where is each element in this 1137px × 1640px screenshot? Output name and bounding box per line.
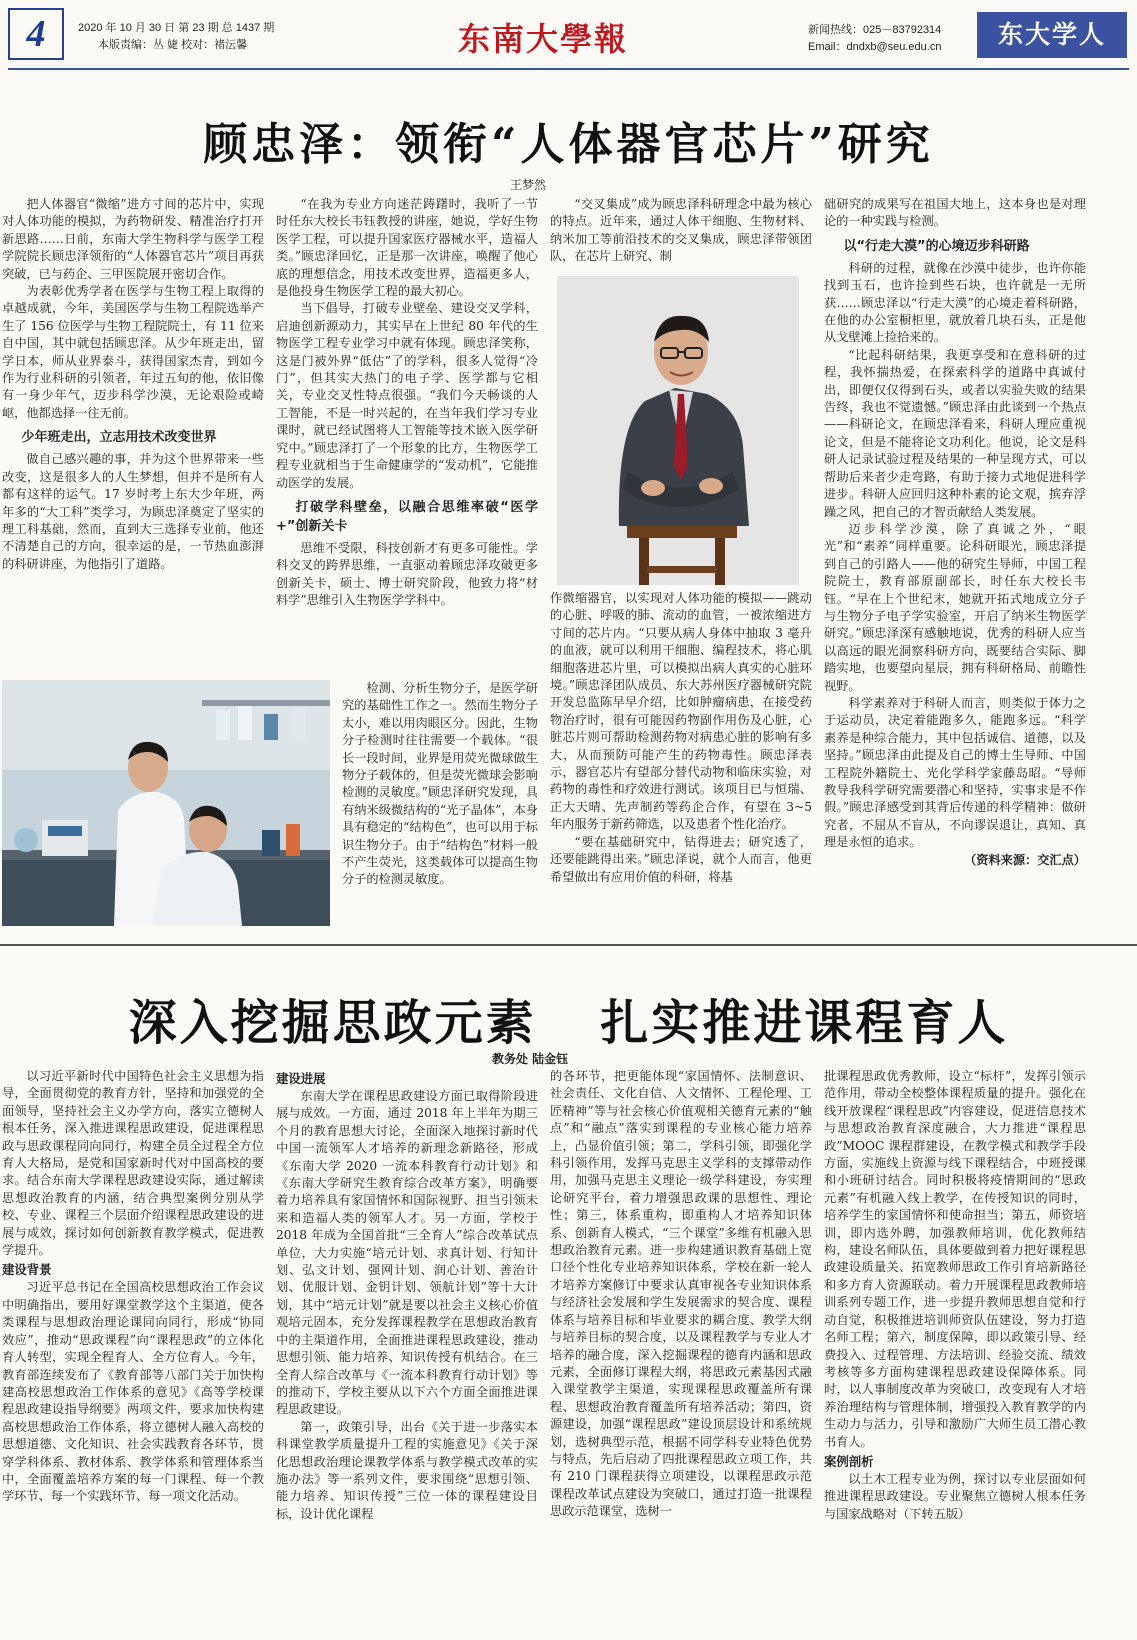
source-note: （资料来源：交汇点） [964, 852, 1086, 867]
paragraph: 础研究的成果写在祖国大地上，这本身也是对理论的一种实践与检测。 [824, 197, 1086, 229]
article2-column-1 [2, 1068, 264, 1638]
article1-column-4 [824, 196, 1086, 934]
article2-title-right: 扎实推进课程育人 [600, 995, 1009, 1051]
paragraph: 第一，政策引导，出台《关于进一步落实本科课堂教学质量提升工程的实施意见》《关于深化思想政治理论课教学体系与教学模式改革的实施办法》等一系列文件，要求围绕“思想引领、能力培养、知识传授”三位一体的课程建设目标，设计优化课程 [276, 1419, 538, 1521]
editor-line: 本版责编：丛 婕 校对：褚沄馨 [98, 39, 248, 51]
subheading: 打破学科壁垒，以融合思维率破“医学+”创新关卡 [276, 499, 538, 534]
portrait-illustration [557, 276, 799, 585]
paragraph: 批课程思政优秀教师，设立“标杆”，发挥引领示范作用，带动全校整体课程质量的提升。强化在线开放课程“课程思政”内容建设，促进信息技术与思想政治教育深度融合，大力推进“课程思政”MOOC 课程群建设，在教学模式和教学手段方面，实施线上资源与线下课程结合，中班授课和小班研讨结合。同时积极将疫情期间的“思政元素”有机融入线上教学，在传授知识的同时，培养学生的家国情怀和使命担当；第五，师资培训，即内选外聘，加强教师培训，优化教师结构，建设名师队伍，具体要做到着力把好课程思政建设质量关、拓宽教师思政工作引育培新路径和多方育人资源联动。着力开展课程思政教师培训系列专题工作，进一步提升教师思想自觉和行动自觉，积极推进培训师资队伍建设，努力打造名师工程；第六，制度保障，即以政策引导、经费投入、过程管理、方法培训、经验交流、绩效考核等多方面构建课程思政建设保障体系。同时，以人事制度改革为突破口，改变现有人才培养治理结构与管理体制，增强投入教育教学的内生动力与活力，引导和激励广大师生员工潜心教书育人。 [824, 1069, 1086, 1449]
email-address: Email：dndxb@seu.edu.cn [808, 41, 942, 53]
article2-column-4 [824, 1068, 1086, 1638]
article1-title: 顾忠泽：领衔“人体器官芯片”研究 [203, 119, 934, 170]
paragraph: 作微缩器官，以实现对人体功能的模拟——跳动的心脏、呼吸的肺、流动的血管，一被浓缩进方寸间的芯片内。“只要从病人身体中抽取 3 毫升的血液，就可以利用干细胞、编程技术，将心肌细胞落进芯片里，可以模拟出病人真实的心脏环境。”顾忠泽团队成员、东大苏州医疗器械研究院开发总监陈早早介绍，比如肿瘤病患，在接受药物治疗时，很有可能因药物副作用伤及心脏，心脏芯片则可帮助检测药物对病患心脏的影响有多大，从而预防可能产生的药物毒性。顾忠泽表示，器官芯片有望部分替代动物和临床实验，对药物的毒性和疗效进行测试。该项目已与恒瑞、正大天晴、先声制药等药企合作，有望在 3~5 年内服务于新药筛选，以及患者个性化治疗。 [550, 591, 812, 832]
paragraph: 把人体器官“微缩”进方寸间的芯片中，实现对人体功能的模拟，为药物研发、精准治疗打开新思路……日前，东南大学生物科学与医学工程学院院长顾忠泽领衔的“人体器官芯片”项目再获突破，已与药企、三甲医院展开密切合作。 [2, 197, 264, 281]
paragraph: 检测、分析生物分子，是医学研究的基础性工作之一。然而生物分子太小，难以用肉眼区分。因此，生物分子检测时往往需要一个载体。“很长一段时间，业界是用荧光微球做生物分子载体的，但是荧光微球会影响检测的灵敏度。”顾忠泽研究发现，具有纳米级微结构的“光子晶体”，本身具有稳定的“结构色”，也可以用于标识生物分子。由于“结构色”材料一般不产生荧光，这类载体可以提高生物分子的检测灵敏度。 [342, 681, 538, 887]
article2-column-2 [276, 1068, 538, 1638]
subheading: 少年班走出，立志用技术改变世界 [21, 430, 217, 446]
lab-illustration [2, 680, 330, 926]
article-divider [0, 944, 1137, 946]
article2-title [0, 984, 1137, 1053]
newspaper-logo: 东南大學報 [458, 20, 629, 58]
article1-column-3-bottom [550, 590, 812, 928]
paragraph: 为表彰优秀学者在医学与生物工程上取得的卓越成就，今年，美国医学与生物工程院选举产生了 156 位医学与生物工程院院士，有 11 位来自中国，其中就包括顾忠泽。从少年班走出，留学日本，师从业界泰斗，获得国家杰青，到如今作为行业科研的引领者，年过五旬的他，依旧像有一身少年气，迈步科学沙漠，无论艰险或崎岖，他都选择一往无前。 [2, 284, 264, 420]
contact-info [808, 22, 941, 56]
article1-column-3-top [550, 196, 812, 272]
paragraph: 迈步科学沙漠，除了真诚之外，“眼光”和“素养”同样重要。论科研眼光，顾忠泽提到自己的引路人——他的研究生导师，中国工程院院士，教育部原副部长，时任东大校长韦钰。“早在上个世纪末，她就开拓式地成立分子与生物分子电子学实验室，开启了纳米生物医学研究。”顾忠泽深有感触地说，优秀的科研人应当以高远的眼光洞察科研方向，既要结合实际、脚踏实地，也要望向星辰，拥有科研格局、前瞻性视野。 [824, 521, 1086, 693]
paragraph: 以习近平新时代中国特色社会主义思想为指导，全面贯彻党的教育方针，坚持和加强党的全面领导，坚持社会主义办学方向，落实立德树人根本任务，深入推进课程思政建设，促进课程思政与思政课程同向同行，构建全员全过程全方位育人大格局，是党和国家新时代对中国高校的要求。结合东南大学课程思政建设实际，通过解读思想政治教育的内涵，结合典型案例分别从学校、专业、课程三个层面介绍课程思政建设的进展与成效，探讨如何创新教育教学模式，促进教学提升。 [2, 1069, 264, 1258]
paragraph: 科研的过程，就像在沙漠中徒步，也许你能找到玉石，也许捡到些石块，也许就是一无所获……顾忠泽以“行走大漠”的心境走着科研路，在他的办公室橱柜里，就放着几块石头，正是他从戈壁滩上捡拾来的。 [824, 260, 1086, 345]
paragraph: 的各环节，把更能体现“家国情怀、法制意识、社会责任、文化自信、人文情怀、工程伦理、工匠精神”等与社会核心价值观相关德育元素的“触点”和“融点”落实到课程的专业核心能力培养上，凸显价值引领；第二，学科引领，即强化学科引领作用，发挥马克思主义学科的支撑带动作用，加强马克思主义理论一级学科建设，夯实理论研究平台，着力增强思政课的思想性、理论性；第三，体系重构，即重构人才培养知识体系、创新育人模式，“三个课堂”多维有机融入思想政治教育元素。进一步构建通识教育基础上宽口径个性化专业培养知识体系，学校在新一轮人才培养方案修订中要求认真审视各专业知识体系与经济社会发展和学生发展需求的契合度、课程体系与培养目标和毕业要求的耦合度、教学大纲与培养目标的契合度，以及课程教学与专业人才培养的融合度，深入挖掘课程的德育内涵和思政元素，全面修订课程大纲，将思政元素基因式融入课堂教学主渠道，实现课程思政覆盖所有课程、思想政治教育覆盖所有培养活动；第四，资源建设，加强“课程思政”建设顶层设计和系统规划，选树典型示范，根据不同学科专业特色优势与特点，先后启动了四批课程思政立项工作，共有 210 门课程获得立项建设，以课程思政示范课程改革试点建设为突破口，通过打造一批课程思政示范课堂，选树一 [550, 1069, 812, 1519]
paragraph: 思维不受限，科技创新才有更多可能性。学科交叉的跨界思维，一直驱动着顾忠泽攻破更多创新关卡，硕士、博士研究阶段，他致力将“材料学”思维引入生物医学学科中。 [276, 540, 538, 608]
article1-column-2-wrap [342, 680, 538, 926]
portrait-photo [557, 276, 799, 585]
subheading: 建设背景 [2, 1262, 52, 1278]
paragraph: “在我为专业方向迷茫踌躇时，我听了一节时任东大校长韦钰教授的讲座，她说，学好生物医学工程，可以提升国家医疗器械水平，造福人类。”顾忠泽回忆，正是那一次讲座，唤醒了他心底的理想信念，用技术改变世界，造福更多人，是他投身生物医学工程的最大初心。 [276, 197, 538, 299]
paragraph: “要在基础研究中，钻得进去；研究透了，还要能跳得出来。”顾忠泽说，就个人而言，他更希望做出有应用价值的科研，将基 [550, 834, 812, 884]
article2-author: 教务处 陆金钰 [492, 1052, 569, 1066]
paragraph: 习近平总书记在全国高校思想政治工作会议中明确指出，要用好课堂教学这个主渠道，使各类课程与思想政治理论课同向同行，形成“协同效应”，推动“思政课程”向“课程思政”的立体化育人转型，实现全程育人、全方位育人。今年，教育部连续发布了《教育部等八部门关于加快构建高校思想政治工作体系的意见》《高等学校课程思政建设指导纲要》两项文件，要求加快构建高校思想政治工作体系，将立德树人融入高校的思想道德、文化知识、社会实践教育各环节，贯穿学科体系、教材体系、教学体系和管理体系当中，全面覆盖培养方案的每一门课程、每一个教学环节、每一个实践环节、每一项文化活动。 [2, 1280, 264, 1504]
article1-column-2 [276, 196, 538, 668]
subheading: 案例剖析 [824, 1453, 874, 1469]
publication-info [78, 20, 274, 54]
paragraph: 当下倡导，打破专业壁垒、建设交叉学科，启迪创新源动力，其实早在上世纪 80 年代的生物医学工程专业学习中就有体现。顾忠泽笑称，这是门被外界“低估”了的学科，很多人觉得“冷门”，但其实大热门的电子学、医学都与它相关，专业交叉性特点很强。“我们今天畅谈的人工智能，不是一时兴起的，在当年我们学习专业课时，就已经试图将人工智能等技术嵌入医学研究中。”顾忠泽打了一个形象的比方，生物医学工程专业就相当于生命健康学的“发动机”，它能推动医学的发展。 [276, 301, 538, 490]
issue-line: 2020 年 10 月 30 日 第 23 期 总 1437 期 [78, 22, 275, 34]
paragraph: “比起科研结果，我更享受和在意科研的过程，我怀揣热爱，在探索科学的道路中真诚付出，即便仅仅得到石头，或者以实验失败的结果告终，我也不觉遗憾。”顾忠泽由此谈到一个热点——科研论文，在顾忠泽看来，科研人理应重视论文，但是不能将论文功利化。他说，论文是科研人记录试验过程及结果的一种呈现方式，可以帮助后来者少走弯路，有助于接力式地促进科学进步。科研人应回归这种朴素的论文观，摈弃浮躁之风，把自己的才智贡献给人类发展。 [824, 347, 1086, 519]
paragraph: 科学素养对于科研人而言，则类似于体力之于运动员，决定着能跑多久，能跑多远。“科学素养是种综合能力，其中包括诚信、道德，以及坚持。”顾忠泽由此提及自己的博士生导师、中国工程院外籍院士、光化学科学家藤岛昭。“导师教导我科学研究需要潜心和坚持，实事求是不作假。”顾忠泽感受到其背后传递的科学精神：做研究者，不屈从不盲从，不向谬误退让，真知、真理是永恒的追求。 [824, 695, 1086, 850]
paragraph: 做自己感兴趣的事，并为这个世界带来一些改变，这是很多人的人生梦想，但并不是所有人都有这样的运气。17 岁时考上东大少年班，两年多的“大工科”类学习，为顾忠泽奠定了坚实的理工科基础，然而，直到大三选择专业前，他还不清楚自己的方向，很幸运的是，一节热血澎湃的科研讲座，为他指引了道路。 [2, 452, 264, 571]
article1-column-1 [2, 196, 264, 666]
masthead-divider [8, 68, 1129, 70]
paragraph: 以土木工程专业为例，探讨以专业层面如何推进课程思政建设。专业聚焦立德树人根本任务与国家战略对（下转五版） [824, 1471, 1086, 1521]
article2-title-left: 深入挖掘思政元素 [128, 995, 537, 1051]
paragraph: “交叉集成”成为顾忠泽科研理念中最为核心的特点。近年来，通过人体干细胞、生物材料、纳米加工等前沿技术的交叉集成，顾忠泽带领团队，在芯片上研究、制 [550, 197, 812, 264]
article1-author: 王梦然 [510, 178, 547, 192]
masthead [0, 0, 1137, 70]
section-name: 东大学人 [977, 12, 1127, 58]
paragraph: 东南大学在课程思政建设方面已取得阶段进展与成效。一方面，通过 2018 年上半年为期三个月的教育思想大讨论，全面深入地探讨新时代中国一流领军人才培养的新理念新路径，形成《东南大学 2020 一流本科教育行动计划》和《东南大学研究生教育综合改革方案》，明确要着力培养具有家国情怀和国际视野、担当引领未来和造福人类的领军人才。另一方面，学校于 2018 年成为全国首批“三全育人”综合改革试点单位，大力实施“培元计划、求真计划、行知计划、弘文计划、强网计划、润心计划、善治计划、优服计划、金钥计划、领航计划”等十大计划，其中“培元计划”就是要以社会主义核心价值观培元固本，充分发挥课程教学在思想政治教育中的主渠道作用，全面推进课程思政建设，推动思想引领、能力培养、知识传授有机结合。在三全育人综合改革与《一流本科教育行动计划》等的推动下，学校主要从以下六个方面全面推进课程思政建设。 [276, 1089, 538, 1417]
lab-photo [2, 680, 330, 926]
news-hotline: 新闻热线：025－83792314 [808, 24, 942, 36]
article2-column-3 [550, 1068, 812, 1638]
page-number: 4 [8, 8, 64, 60]
subheading: 以“行走大漠”的心境迈步科研路 [843, 238, 1030, 254]
subheading: 建设进展 [276, 1071, 326, 1086]
